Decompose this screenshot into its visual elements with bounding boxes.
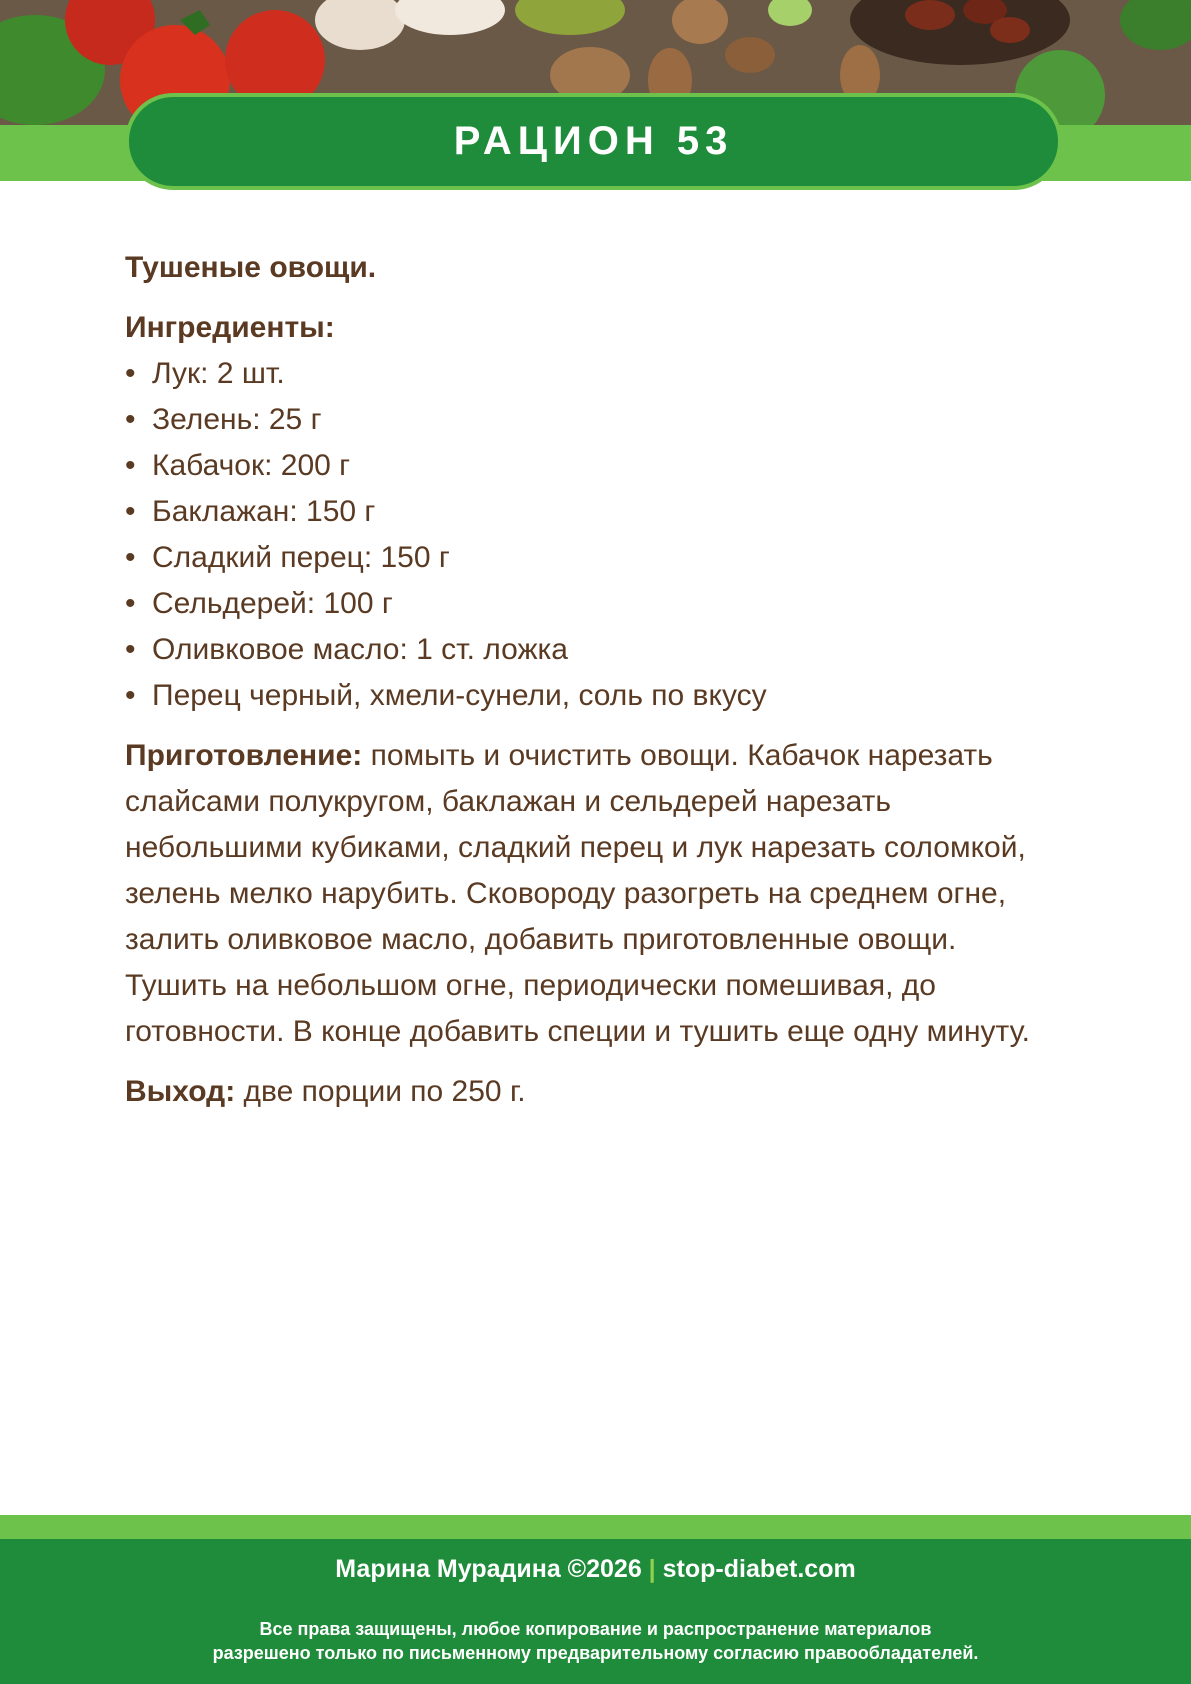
ingredient-item: • Оливковое масло: 1 ст. ложка — [125, 627, 1065, 673]
footer-stripe — [0, 1515, 1191, 1539]
legal-line: Все права защищены, любое копирование и распространение материалов — [259, 1619, 932, 1639]
recipe-title: Тушеные овощи. — [125, 251, 377, 284]
yield-text: две порции по 250 г. — [235, 1075, 526, 1108]
ingredients-list — [125, 351, 1065, 719]
ingredients-heading: Ингредиенты: — [125, 311, 335, 344]
footer-credits — [0, 1553, 1191, 1585]
preparation-text: помыть и очистить овощи. Кабачок нарезать слайсами полукругом, баклажан и сельдерей нарезать небольшими кубиками, сладкий перец и лук нарезать соломкой, зелень мелко нарубить. Сковороду разогреть на среднем огне, залить оливковое масло, добавить приготовленные овощи. Тушить на небольшом огне, периодически помешивая, до готовности. В конце добавить специи и тушить еще одну минуту. — [125, 739, 1030, 1048]
preparation-paragraph — [125, 733, 1065, 1055]
footer-separator: | — [648, 1555, 656, 1583]
title-banner — [125, 93, 1062, 190]
preparation-label: Приготовление: — [125, 739, 363, 772]
recipe-content — [125, 245, 1065, 1115]
legal-line: разрешено только по письменному предварительному согласию правообладателей. — [212, 1643, 979, 1663]
yield-paragraph — [125, 1069, 1065, 1115]
footer — [0, 1539, 1191, 1684]
ingredient-item: • Перец черный, хмели-сунели, соль по вкусу — [125, 673, 1065, 719]
ingredient-item: • Лук: 2 шт. — [125, 351, 1065, 397]
yield-label: Выход: — [125, 1075, 236, 1108]
ingredient-item: • Зелень: 25 г — [125, 397, 1065, 443]
footer-legal-notice — [0, 1617, 1191, 1665]
footer-author: Марина Мурадина ©2026 — [335, 1555, 642, 1583]
ingredient-item: • Сельдерей: 100 г — [125, 581, 1065, 627]
footer-site-link[interactable]: stop-diabet.com — [662, 1555, 856, 1583]
page-title: РАЦИОН 53 — [453, 119, 734, 163]
ingredient-item: • Кабачок: 200 г — [125, 443, 1065, 489]
ingredient-item: • Сладкий перец: 150 г — [125, 535, 1065, 581]
ingredient-item: • Баклажан: 150 г — [125, 489, 1065, 535]
